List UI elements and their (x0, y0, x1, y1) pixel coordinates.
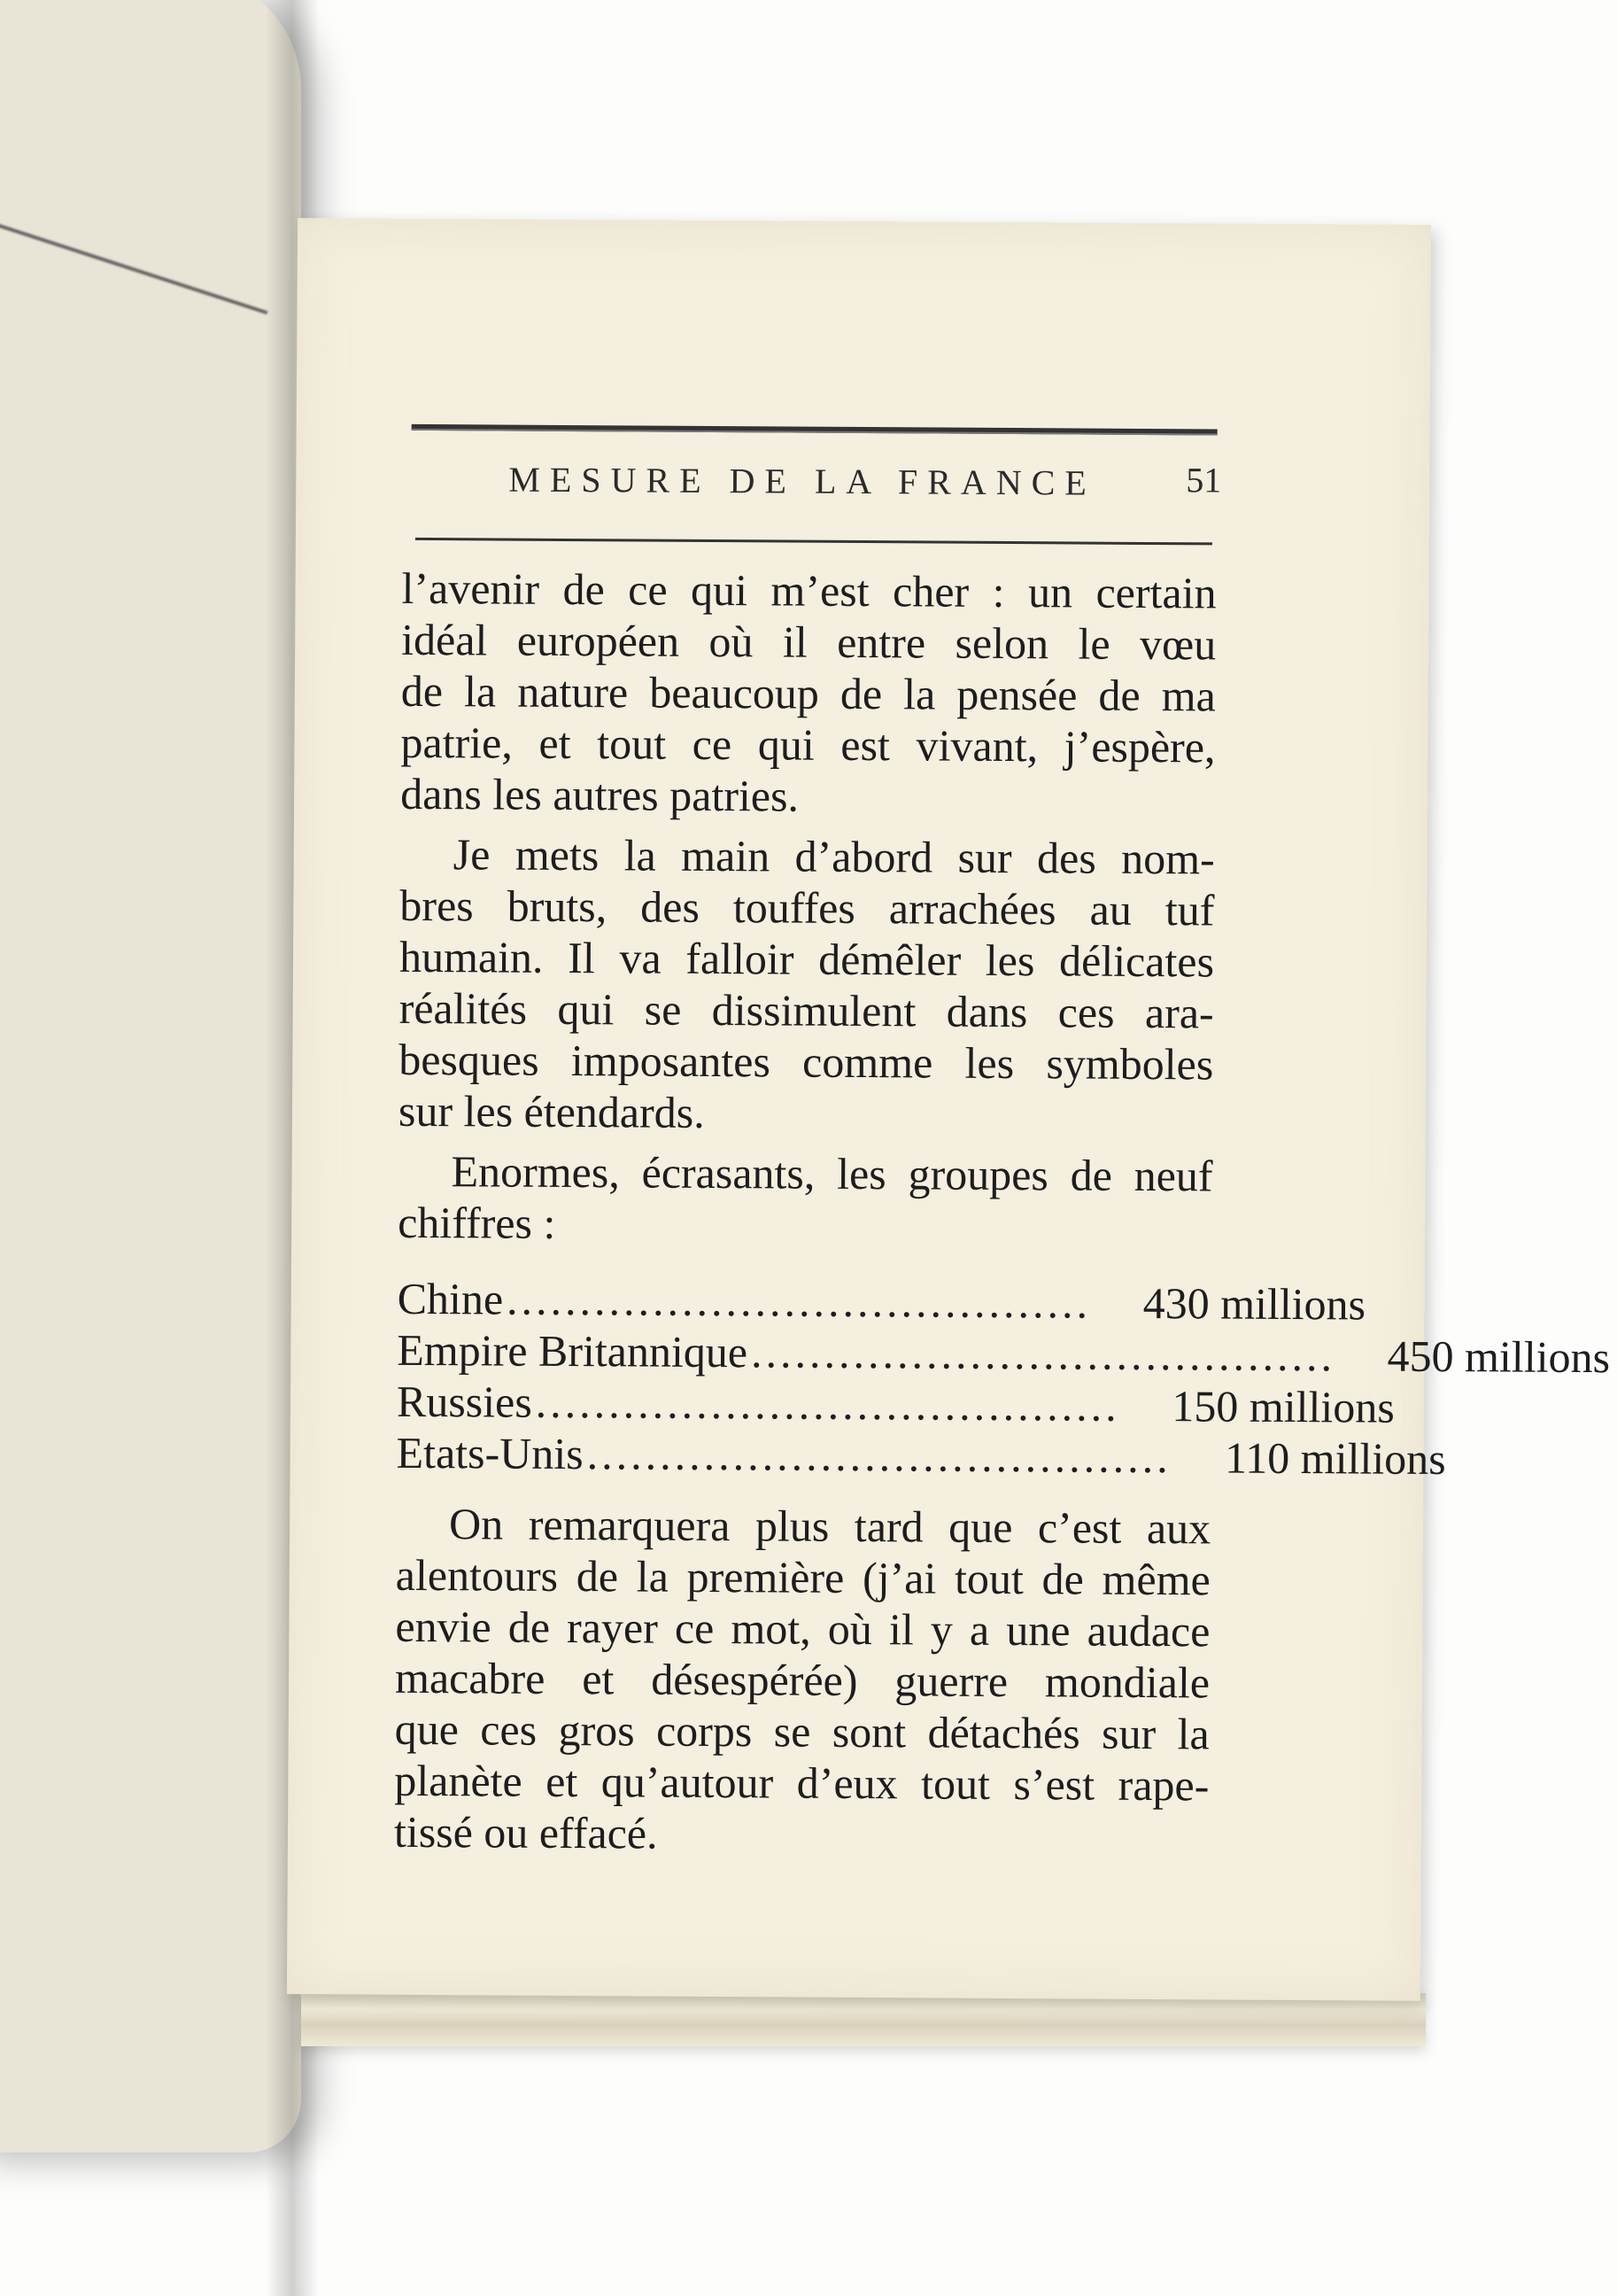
table-row (397, 1273, 1366, 1330)
text-line: bres bruts, des touffes arrachées au tuf (399, 880, 1215, 935)
country-name: Etats-Unis (396, 1427, 584, 1479)
book-page (287, 218, 1611, 2001)
text-line: tissé ou effacé. (393, 1806, 658, 1858)
text-line: alentours de la première (j’ai tout de même (395, 1549, 1211, 1605)
text-line: patrie, et tout ce qui est vivant, j’espère, (400, 717, 1216, 772)
text-line: planète et qu’autour d’eux tout s’est rape- (394, 1755, 1210, 1811)
text-line: l’avenir de ce qui m’est cher : un certain (401, 562, 1217, 618)
text-line: chiffres : (398, 1197, 556, 1248)
text-line: Je mets la main d’abord sur des nom- (453, 829, 1215, 884)
page-number: 51 (1186, 460, 1222, 500)
table-row (396, 1376, 1395, 1432)
text-line: macabre et désespérée) guerre mondiale (394, 1652, 1211, 1708)
text-line: dans les autres patries. (399, 768, 800, 821)
dot-leader: ........................................ (506, 1274, 1092, 1328)
population-value: 430 millions (1142, 1277, 1366, 1330)
population-value: 110 millions (1224, 1432, 1446, 1485)
text-line: que ces gros corps se sont détachés sur la (394, 1703, 1210, 1759)
text-line: réalités qui se dissimulent dans ces ara- (398, 982, 1214, 1038)
text-line: besques imposantes comme les symboles (398, 1034, 1214, 1090)
dot-leader: ........................................ (750, 1327, 1336, 1381)
header-rule-bottom (415, 538, 1212, 545)
text-line: Enormes, écrasants, les groupes de neuf (451, 1146, 1213, 1201)
text-line: humain. Il va falloir démêler les délicates (398, 931, 1215, 987)
facing-page-text (0, 221, 299, 332)
population-value: 450 millions (1387, 1330, 1611, 1383)
table-row (397, 1324, 1611, 1383)
country-name: Chine (397, 1273, 504, 1324)
dot-leader: ........................................ (535, 1377, 1120, 1431)
dot-leader: ........................................ (586, 1429, 1172, 1483)
facing-page (0, 0, 301, 2152)
text-line: idéal européen où il entre selon le vœu (401, 614, 1217, 670)
text-line: On remarquera plus tard que c’est aux (448, 1499, 1211, 1554)
header-rule-top (412, 424, 1218, 436)
population-value: 150 millions (1172, 1381, 1395, 1432)
country-name: Empire Britannique (397, 1324, 748, 1377)
page-body (393, 562, 1611, 1863)
text-line: envie de rayer ce mot, où il y a une audace (395, 1601, 1211, 1656)
population-table (396, 1273, 1611, 1485)
running-head: MESURE DE LA FRANCE (508, 459, 1096, 503)
text-line: de la nature beaucoup de la pensée de ma (400, 665, 1217, 721)
table-row (396, 1427, 1446, 1485)
page-edges (301, 1993, 1426, 2046)
country-name: Russies (396, 1376, 532, 1427)
text-line: sur les étendards. (398, 1085, 705, 1137)
